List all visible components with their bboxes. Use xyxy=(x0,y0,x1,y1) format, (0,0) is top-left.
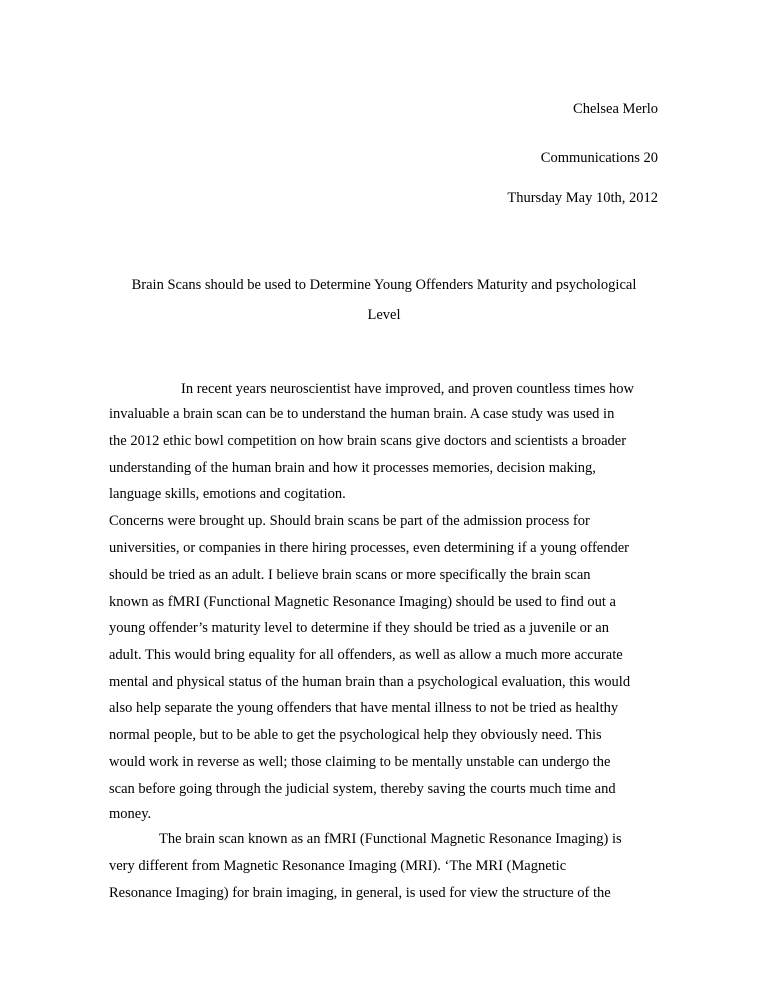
paragraph-line: invaluable a brain scan can be to understand the human brain. A case study was used in xyxy=(109,406,615,422)
paragraph-line: In recent years neuroscientist have improved, and proven countless times how xyxy=(181,381,634,397)
paragraph-line: known as fMRI (Functional Magnetic Resonance Imaging) should be used to find out a xyxy=(109,594,616,610)
paragraph-line: also help separate the young offenders that have mental illness to not be tried as healthy xyxy=(109,700,619,716)
author-name: Chelsea Merlo xyxy=(573,101,658,117)
course-name: Communications 20 xyxy=(540,150,658,166)
paragraph-line: the 2012 ethic bowl competition on how brain scans give doctors and scientists a broader xyxy=(109,433,627,449)
paragraph-line: should be tried as an adult. I believe brain scans or more specifically the brain scan xyxy=(109,567,591,583)
paragraph-line: Concerns were brought up. Should brain scans be part of the admission process for xyxy=(109,513,590,529)
paragraph-line: language skills, emotions and cogitation. xyxy=(109,486,346,502)
paragraph-line: adult. This would bring equality for all offenders, as well as allow a much more accurate xyxy=(109,647,623,663)
essay-title-line-1: Brain Scans should be used to Determine Young Offenders Maturity and psychological xyxy=(131,277,637,293)
paragraph-line: money. xyxy=(109,806,152,822)
paragraph-line: Resonance Imaging) for brain imaging, in general, is used for view the structure of the xyxy=(109,885,611,901)
paragraph-line: would work in reverse as well; those claiming to be mentally unstable can undergo the xyxy=(109,754,611,770)
paragraph-line: scan before going through the judicial system, thereby saving the courts much time and xyxy=(109,781,616,797)
paragraph-line: universities, or companies in there hiring processes, even determining if a young offender xyxy=(109,540,629,556)
paragraph-line: mental and physical status of the human brain than a psychological evaluation, this would xyxy=(109,674,631,690)
essay-title-line-2: Level xyxy=(367,307,401,323)
essay-date: Thursday May 10th, 2012 xyxy=(507,190,658,206)
paragraph-line: normal people, but to be able to get the psychological help they obviously need. This xyxy=(109,727,602,743)
paragraph-line: understanding of the human brain and how it processes memories, decision making, xyxy=(109,460,596,476)
paragraph-line: The brain scan known as an fMRI (Functional Magnetic Resonance Imaging) is xyxy=(159,831,622,847)
paragraph-line: young offender’s maturity level to determine if they should be tried as a juvenile or an xyxy=(109,620,609,636)
paragraph-line: very different from Magnetic Resonance Imaging (MRI). ‘The MRI (Magnetic xyxy=(109,858,567,874)
